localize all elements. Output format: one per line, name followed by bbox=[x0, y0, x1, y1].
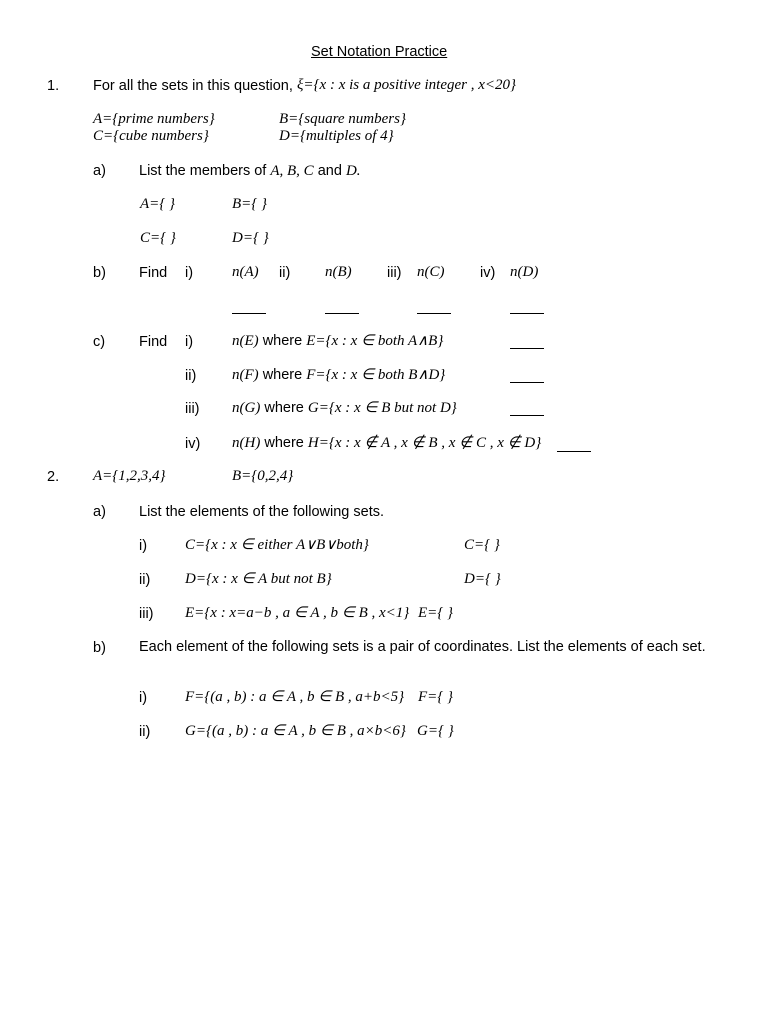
q2a-i-label: i) bbox=[139, 538, 148, 554]
q1-intro-text: For all the sets in this question, bbox=[93, 78, 293, 94]
q1c-ii-set: F={x : x ∈ both B∧D} bbox=[306, 367, 446, 383]
q1c-label: c) bbox=[93, 334, 106, 350]
q1a-answer-d[interactable]: D={ } bbox=[232, 230, 269, 246]
q1-set-c-definition: C={cube numbers} bbox=[93, 128, 209, 144]
q1c-ii-n: n(F) bbox=[232, 367, 259, 383]
q1c-iv-n: n(H) bbox=[232, 435, 261, 451]
q1b-find: Find bbox=[139, 265, 168, 281]
q1-universal-set: ξ={x : x is a positive integer , x<20} bbox=[297, 77, 517, 93]
q2a-iii-label: iii) bbox=[139, 606, 154, 622]
q1c-i-label: i) bbox=[185, 334, 194, 350]
q2b-instruction: Each element of the following sets is a pair of coordinates. List the elements of each set. bbox=[139, 639, 706, 655]
q2b-ii-definition: G={(a , b) : a ∈ A , b ∈ B , a×b<6} bbox=[185, 723, 406, 739]
q1a-text-and: and bbox=[317, 163, 342, 179]
q2b-i-answer[interactable]: F={ } bbox=[418, 689, 454, 705]
q2a-label: a) bbox=[93, 504, 106, 520]
q1-set-b-definition: B={square numbers} bbox=[279, 111, 406, 127]
q1c-iii-answer-line[interactable] bbox=[510, 415, 544, 416]
q1a-text-vars: A, B, C bbox=[270, 163, 314, 179]
q1c-iii-label: iii) bbox=[185, 401, 200, 417]
q2b-i-definition: F={(a , b) : a ∈ A , b ∈ B , a+b<5} bbox=[185, 689, 405, 705]
page-title: Set Notation Practice bbox=[311, 44, 448, 60]
q1b-n-c: n(C) bbox=[417, 264, 445, 280]
q1-set-a-definition: A={prime numbers} bbox=[93, 111, 215, 127]
q1c-iii-n: n(G) bbox=[232, 400, 261, 416]
q2-set-b: B={0,2,4} bbox=[232, 468, 294, 484]
q1b-ii-answer-line[interactable] bbox=[325, 313, 359, 314]
q1c-i-n: n(E) bbox=[232, 333, 259, 349]
q1c-iv-where: where bbox=[264, 435, 304, 451]
q1c-i-set: E={x : x ∈ both A∧B} bbox=[306, 333, 444, 349]
q1a-text-pre: List the members of bbox=[139, 163, 267, 179]
q1a-answer-b[interactable]: B={ } bbox=[232, 196, 268, 212]
q1c-find: Find bbox=[139, 334, 168, 350]
q1b-n-b: n(B) bbox=[325, 264, 352, 280]
question-1-number: 1. bbox=[47, 78, 60, 94]
q1c-iii-where: where bbox=[264, 400, 304, 416]
q1a-label: a) bbox=[93, 163, 106, 179]
q1b-iii-answer-line[interactable] bbox=[417, 313, 451, 314]
q2a-i-definition: C={x : x ∈ either A∨B∨both} bbox=[185, 537, 369, 553]
q1c-iv-answer-line[interactable] bbox=[557, 451, 591, 452]
q2b-i-label: i) bbox=[139, 690, 148, 706]
q2b-ii-label: ii) bbox=[139, 724, 151, 740]
q1c-iii-question bbox=[232, 399, 457, 417]
q1c-iv-label: iv) bbox=[185, 436, 201, 452]
q1b-label: b) bbox=[93, 265, 106, 281]
q1c-iv-question bbox=[232, 434, 541, 452]
q1c-ii-label: ii) bbox=[185, 368, 197, 384]
q1b-n-a: n(A) bbox=[232, 264, 259, 280]
q2a-iii-answer[interactable]: E={ } bbox=[418, 605, 454, 621]
q1a-answer-c[interactable]: C={ } bbox=[140, 230, 176, 246]
q1b-i-label: i) bbox=[185, 265, 194, 281]
q2b-label: b) bbox=[93, 640, 106, 656]
q1b-i-answer-line[interactable] bbox=[232, 313, 266, 314]
q2a-ii-definition: D={x : x ∈ A but not B} bbox=[185, 571, 332, 587]
q2b-ii-answer[interactable]: G={ } bbox=[417, 723, 454, 739]
q1c-ii-question bbox=[232, 366, 445, 384]
q1b-iv-answer-line[interactable] bbox=[510, 313, 544, 314]
q1b-iv-label: iv) bbox=[480, 265, 496, 281]
q1c-i-question bbox=[232, 332, 443, 350]
q1c-i-where: where bbox=[262, 333, 303, 349]
q2a-i-answer[interactable]: C={ } bbox=[464, 537, 500, 553]
q1c-iv-set: H={x : x ∉ A , x ∉ B , x ∉ C , x ∉ D} bbox=[307, 435, 542, 451]
q1a-answer-a[interactable]: A={ } bbox=[140, 196, 176, 212]
q1-set-d-definition: D={multiples of 4} bbox=[279, 128, 394, 144]
q2a-ii-label: ii) bbox=[139, 572, 151, 588]
q1c-iii-set: G={x : x ∈ B but not D} bbox=[307, 400, 457, 416]
q1b-n-d: n(D) bbox=[510, 264, 539, 280]
q2-set-a: A={1,2,3,4} bbox=[93, 468, 166, 484]
q2a-iii-definition: E={x : x=a−b , a ∈ A , b ∈ B , x<1} bbox=[185, 605, 410, 621]
q1a-text-last: D. bbox=[345, 163, 361, 179]
q1a-instruction bbox=[139, 162, 361, 180]
q2a-ii-answer[interactable]: D={ } bbox=[464, 571, 501, 587]
q1c-ii-where: where bbox=[262, 367, 303, 383]
question-2-number: 2. bbox=[47, 469, 60, 485]
q1b-iii-label: iii) bbox=[387, 265, 402, 281]
q1b-ii-label: ii) bbox=[279, 265, 291, 281]
q1c-ii-answer-line[interactable] bbox=[510, 382, 544, 383]
q2a-instruction: List the elements of the following sets. bbox=[139, 504, 385, 520]
q1c-i-answer-line[interactable] bbox=[510, 348, 544, 349]
